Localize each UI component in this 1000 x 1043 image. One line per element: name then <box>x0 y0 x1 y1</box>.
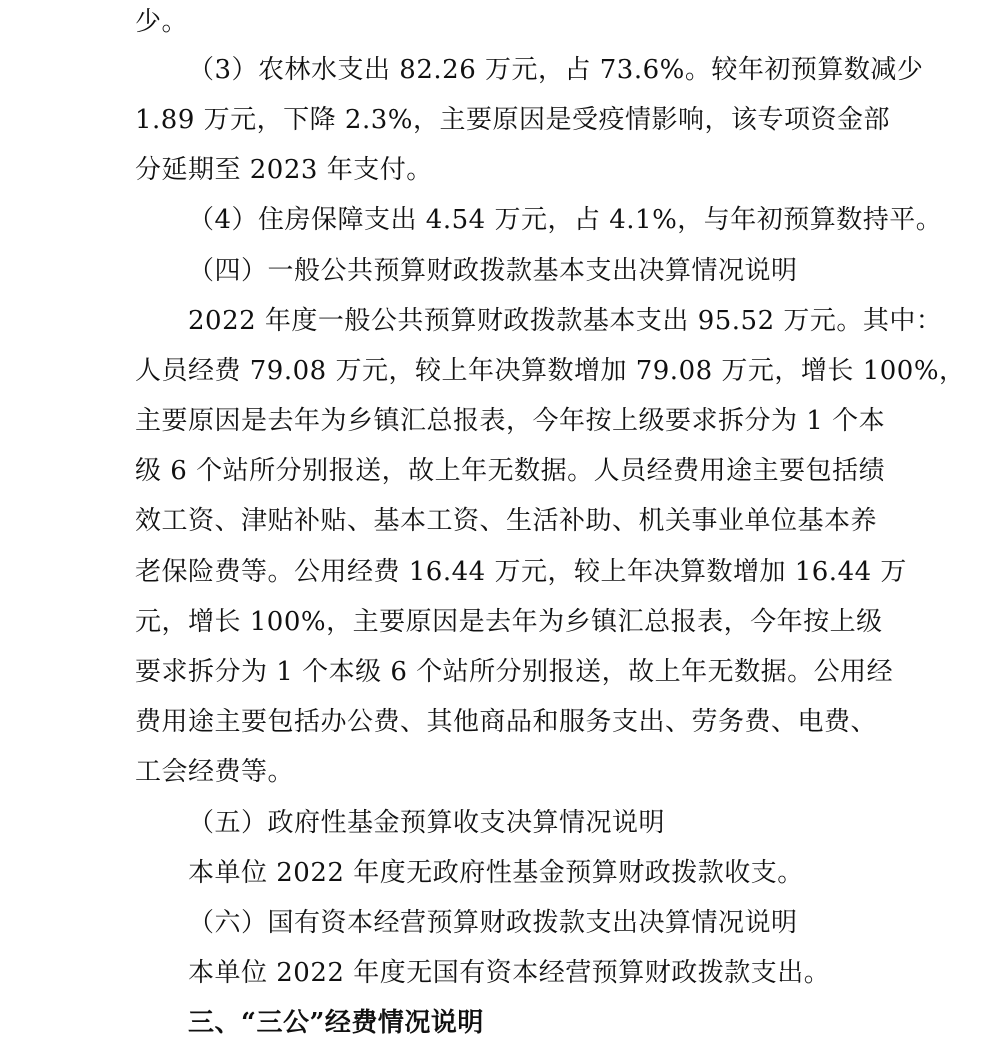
paragraph-line: 主要原因是去年为乡镇汇总报表，今年按上级要求拆分为 1 个本 <box>135 406 886 436</box>
paragraph-line: 老保险费等。公用经费 16.44 万元，较上年决算数增加 16.44 万 <box>135 557 907 587</box>
paragraph-line: 本单位 2022 年度无国有资本经营预算财政拨款支出。 <box>188 958 831 988</box>
paragraph-line: 分延期至 2023 年支付。 <box>135 155 433 185</box>
paragraph-line: 本单位 2022 年度无政府性基金预算财政拨款收支。 <box>188 858 804 888</box>
paragraph-line: 2022 年度一般公共预算财政拨款基本支出 95.52 万元。其中： <box>188 306 943 336</box>
paragraph-line: （4）住房保障支出 4.54 万元，占 4.1%，与年初预算数持平。 <box>188 205 943 235</box>
paragraph-line: 人员经费 79.08 万元，较上年决算数增加 79.08 万元，增长 100%， <box>135 356 966 386</box>
paragraph-line: 工会经费等。 <box>135 757 295 787</box>
section-heading: （四）一般公共预算财政拨款基本支出决算情况说明 <box>188 256 798 286</box>
paragraph-line: 元，增长 100%，主要原因是去年为乡镇汇总报表，今年按上级 <box>135 607 883 637</box>
section-heading: （五）政府性基金预算收支决算情况说明 <box>188 808 666 838</box>
chapter-heading: 三、“三公”经费情况说明 <box>188 1008 484 1038</box>
paragraph-line: 少。 <box>135 7 189 37</box>
section-heading: （六）国有资本经营预算财政拨款支出决算情况说明 <box>188 908 798 938</box>
paragraph-line: 要求拆分为 1 个本级 6 个站所分别报送，故上年无数据。公用经 <box>135 657 894 687</box>
paragraph-line: 费用途主要包括办公费、其他商品和服务支出、劳务费、电费、 <box>135 707 878 737</box>
paragraph-line: 1.89 万元，下降 2.3%，主要原因是受疫情影响，该专项资金部 <box>135 105 890 135</box>
paragraph-line: （3）农林水支出 82.26 万元，占 73.6%。较年初预算数减少 <box>188 55 924 85</box>
paragraph-line: 效工资、津贴补贴、基本工资、生活补助、机关事业单位基本养 <box>135 506 878 536</box>
paragraph-line: 级 6 个站所分别报送，故上年无数据。人员经费用途主要包括绩 <box>135 456 886 486</box>
